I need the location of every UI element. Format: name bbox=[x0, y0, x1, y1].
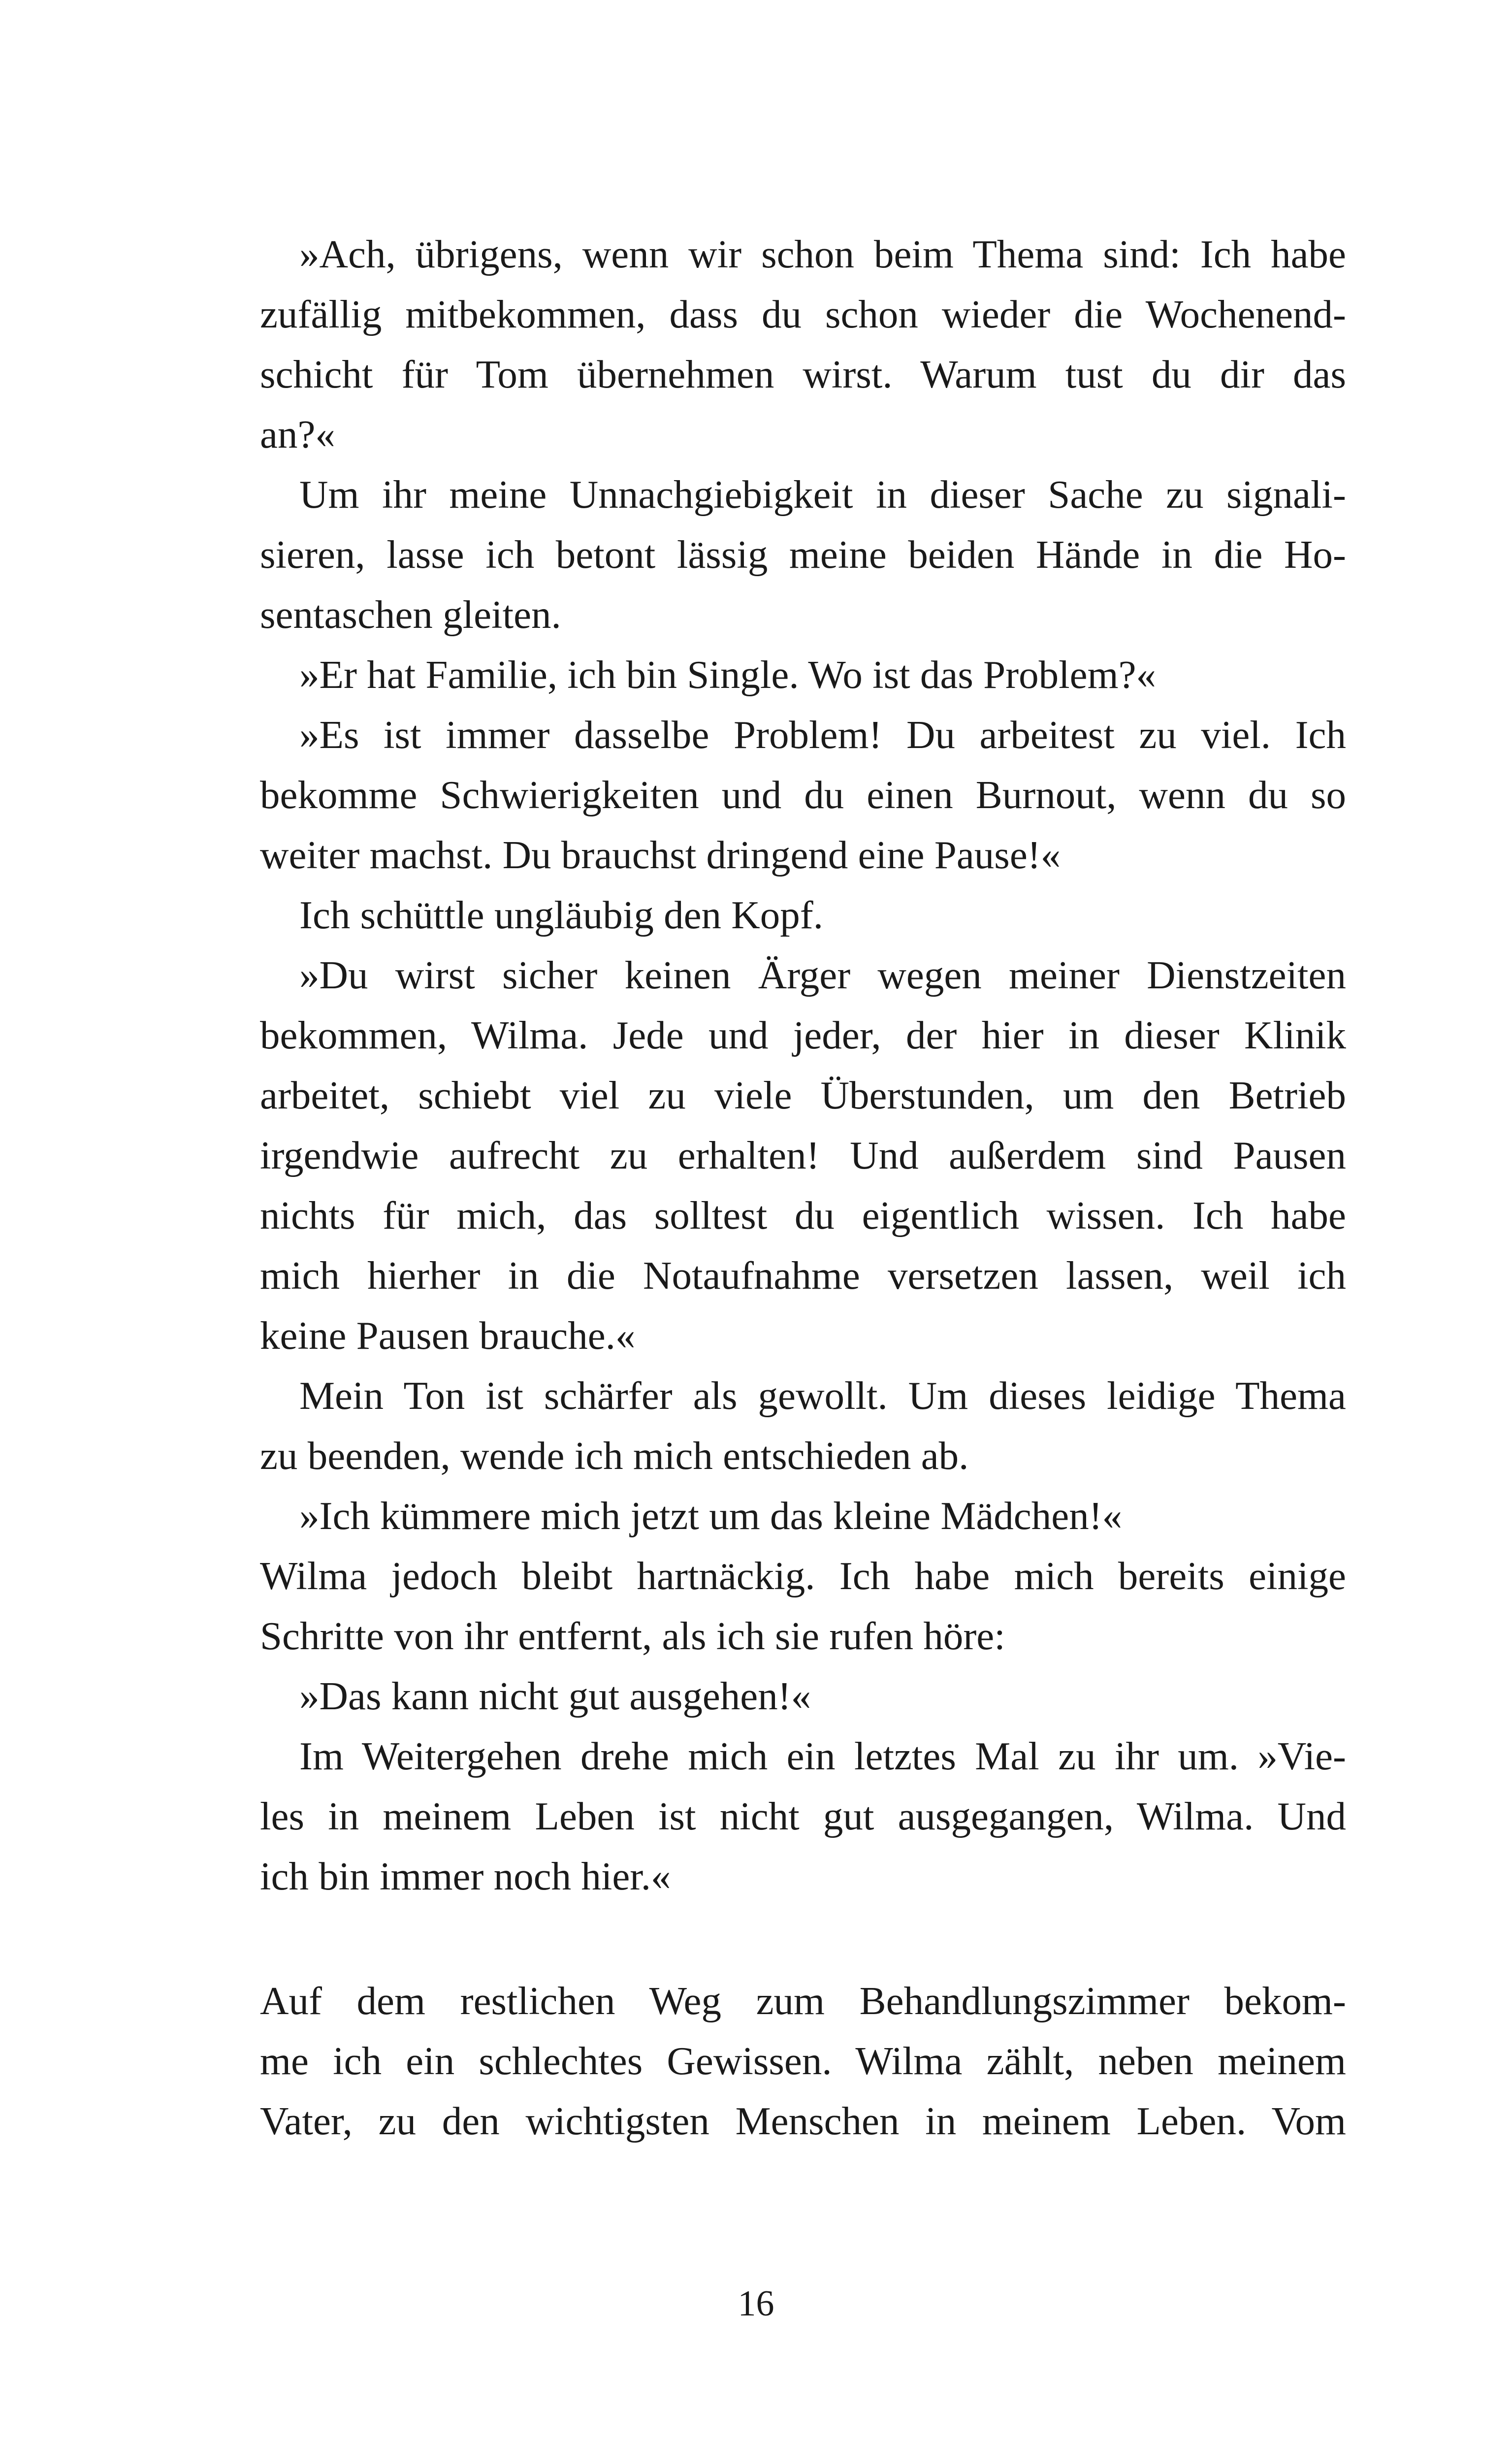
text-line: Ich schüttle ungläubig den Kopf. bbox=[299, 893, 823, 937]
text-line: me ich ein schlechtes Gewissen. Wilma zählt, neben meinem bbox=[260, 2039, 1346, 2083]
text-block-narration bbox=[260, 1971, 1346, 2151]
text-line: Wilma jedoch bleibt hartnäckig. Ich habe mich bereits einige bbox=[260, 1554, 1346, 1598]
text-line: sieren, lasse ich betont lässig meine beiden Hände in die Ho- bbox=[260, 532, 1346, 577]
text-line: zu beenden, wende ich mich entschieden ab. bbox=[260, 1433, 969, 1478]
text-line: sentaschen gleiten. bbox=[260, 592, 561, 637]
text-line: keine Pausen brauche.« bbox=[260, 1313, 636, 1358]
text-line: »Ich kümmere mich jetzt um das kleine Mädchen!« bbox=[299, 1494, 1123, 1538]
text-line: an?« bbox=[260, 412, 335, 456]
text-line: Vater, zu den wichtigsten Menschen in meinem Leben. Vom bbox=[260, 2099, 1346, 2143]
text-line: zufällig mitbekommen, dass du schon wieder die Wochenend- bbox=[260, 292, 1346, 336]
text-line: nichts für mich, das solltest du eigentlich wissen. Ich habe bbox=[260, 1193, 1346, 1238]
text-line: bekomme Schwierigkeiten und du einen Burnout, wenn du so bbox=[260, 773, 1346, 817]
text-line: bekommen, Wilma. Jede und jeder, der hier in dieser Klinik bbox=[260, 1013, 1346, 1057]
text-line: Um ihr meine Unnachgiebigkeit in dieser Sache zu signali- bbox=[299, 472, 1346, 517]
text-line: »Er hat Familie, ich bin Single. Wo ist das Problem?« bbox=[299, 652, 1157, 697]
text-line: Im Weitergehen drehe mich ein letztes Mal zu ihr um. »Vie- bbox=[299, 1734, 1346, 1778]
text-line: Schritte von ihr entfernt, als ich sie rufen höre: bbox=[260, 1614, 1005, 1658]
text-line: Auf dem restlichen Weg zum Behandlungszimmer bekom- bbox=[260, 1979, 1346, 2023]
text-line: »Es ist immer dasselbe Problem! Du arbeitest zu viel. Ich bbox=[299, 713, 1346, 757]
text-line: ich bin immer noch hier.« bbox=[260, 1854, 671, 1898]
text-line: »Du wirst sicher keinen Ärger wegen meiner Dienstzeiten bbox=[299, 953, 1346, 997]
text-line: arbeitet, schiebt viel zu viele Überstunden, um den Betrieb bbox=[260, 1073, 1346, 1117]
text-line: les in meinem Leben ist nicht gut ausgegangen, Wilma. Und bbox=[260, 1794, 1346, 1838]
text-line: weiter machst. Du brauchst dringend eine Pause!« bbox=[260, 833, 1061, 877]
text-line: Mein Ton ist schärfer als gewollt. Um dieses leidige Thema bbox=[299, 1373, 1346, 1418]
text-line: schicht für Tom übernehmen wirst. Warum tust du dir das bbox=[260, 352, 1346, 396]
text-line: »Das kann nicht gut ausgehen!« bbox=[299, 1674, 811, 1718]
text-line: mich hierher in die Notaufnahme versetzen lassen, weil ich bbox=[260, 1253, 1346, 1298]
text-block-dialogue bbox=[260, 224, 1346, 1906]
text-line: »Ach, übrigens, wenn wir schon beim Thema sind: Ich habe bbox=[299, 232, 1346, 276]
page-number: 16 bbox=[738, 2283, 774, 2324]
text-line: irgendwie aufrecht zu erhalten! Und außerdem sind Pausen bbox=[260, 1133, 1346, 1177]
